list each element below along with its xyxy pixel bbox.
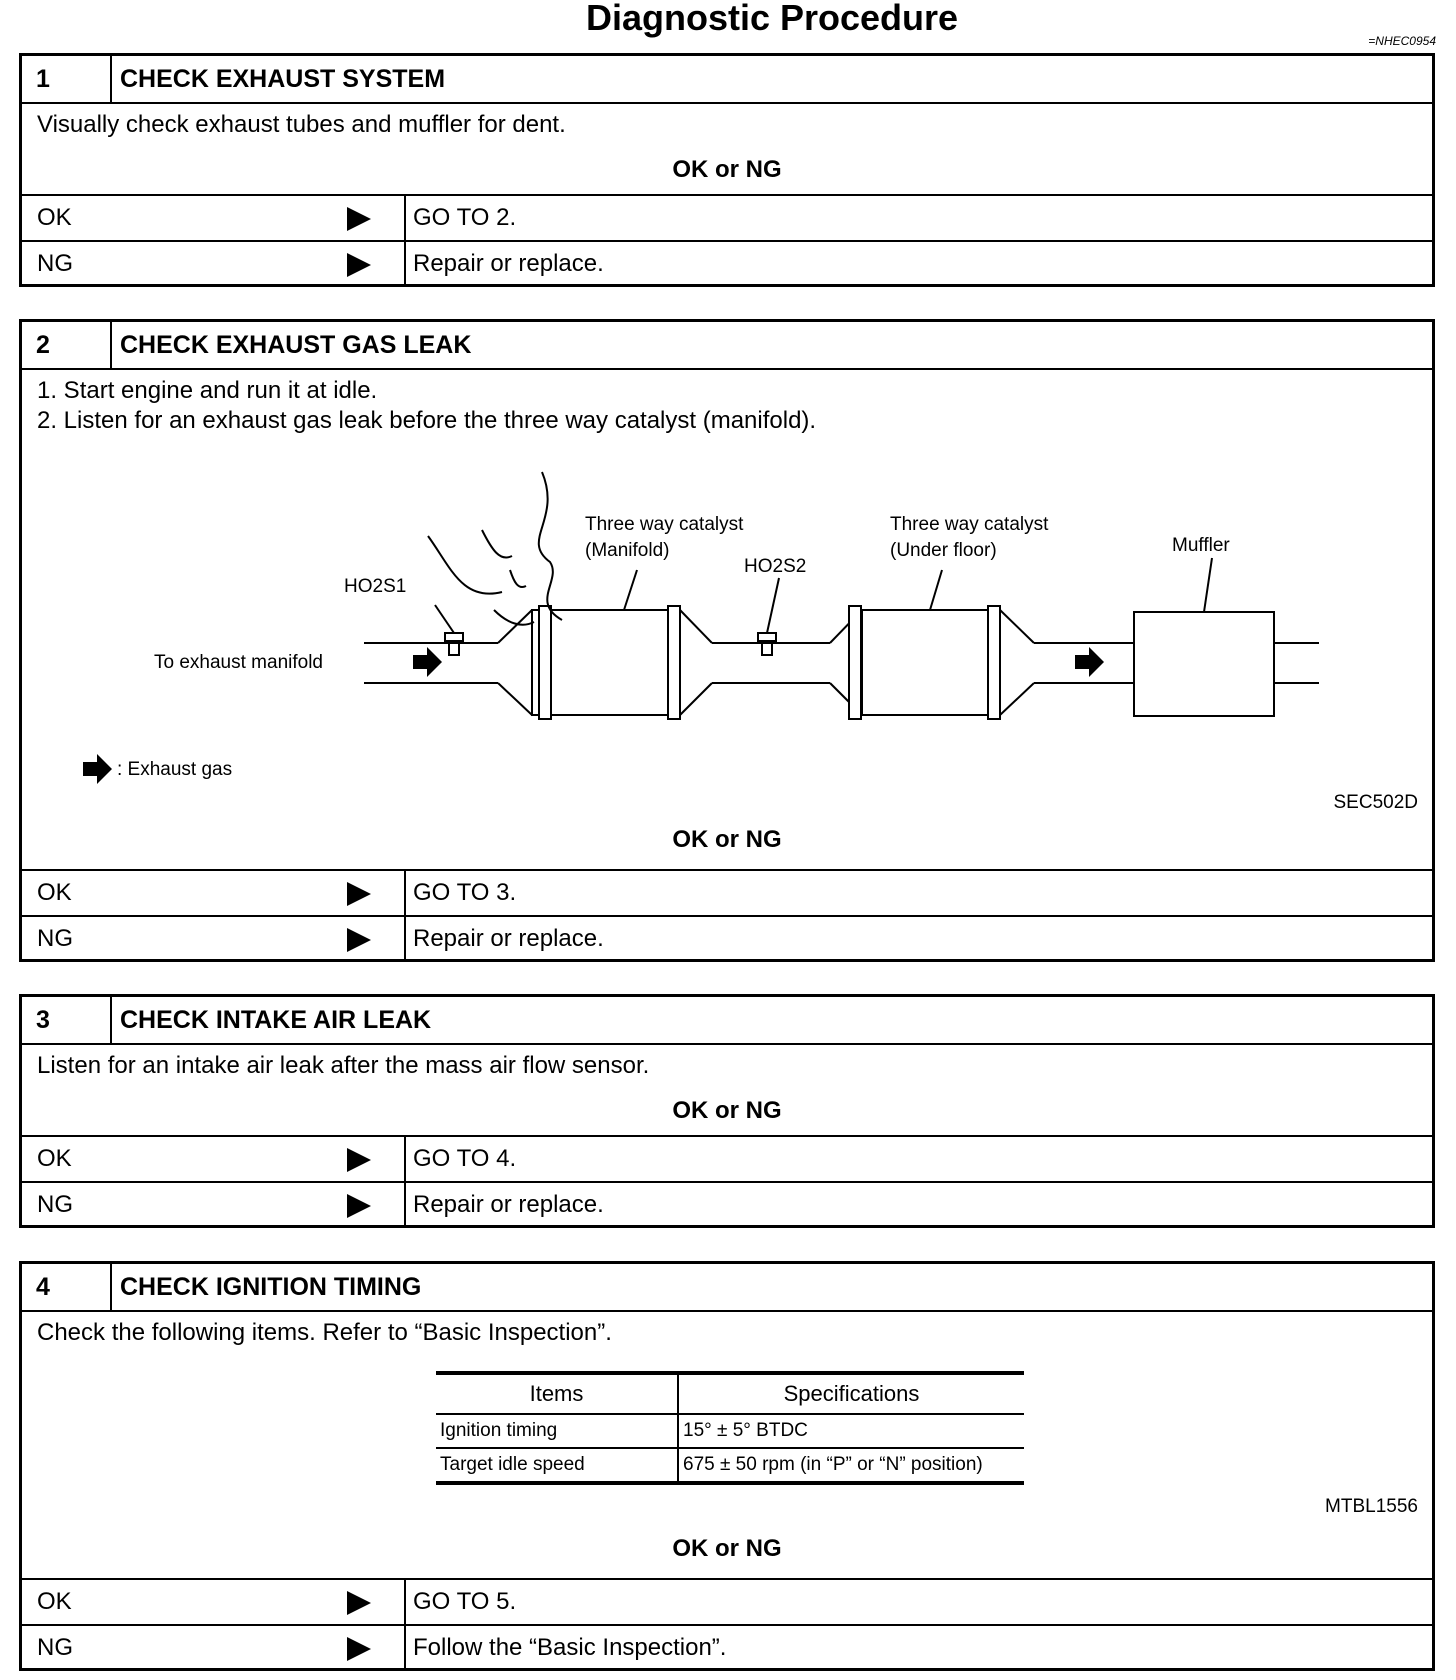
instruction-text: 1. Start engine and run it at idle. [37, 377, 378, 404]
table-row [436, 1414, 1024, 1448]
result-label [22, 1183, 406, 1227]
result-row-ng [22, 1181, 1432, 1227]
result-label-text: NG [37, 925, 73, 952]
step-2-block [19, 319, 1435, 962]
arrow-right-icon [347, 928, 371, 952]
step-body [22, 104, 1432, 194]
ok-ng-label: OK or NG [672, 1535, 782, 1562]
result-label-text: NG [37, 250, 73, 277]
result-action: Follow the “Basic Inspection”. [413, 1634, 727, 1661]
step-number: 3 [22, 997, 112, 1043]
arrow-right-icon [347, 1148, 371, 1172]
step-header [22, 1264, 1432, 1312]
result-label [22, 242, 406, 286]
spec-header-items: Items [436, 1373, 678, 1414]
step-4-block [19, 1261, 1435, 1671]
result-action: GO TO 2. [413, 204, 517, 231]
arrow-right-icon [347, 207, 371, 231]
page-title: Diagnostic Procedure [585, 0, 959, 38]
result-row-ng [22, 915, 1432, 961]
result-label-text: NG [37, 1634, 73, 1661]
ok-ng-label: OK or NG [672, 826, 782, 853]
table-code: MTBL1556 [1325, 1496, 1418, 1517]
step-header [22, 997, 1432, 1045]
step-title: CHECK EXHAUST SYSTEM [120, 65, 446, 93]
result-label [22, 1137, 406, 1181]
label-twc-floor-line2: (Under floor) [890, 540, 997, 561]
result-row-ok [22, 869, 1432, 915]
instruction-text: Check the following items. Refer to “Basic Inspection”. [37, 1319, 612, 1346]
result-action: GO TO 5. [413, 1588, 517, 1615]
label-twc-manifold-line2: (Manifold) [585, 540, 670, 561]
step-title: CHECK IGNITION TIMING [120, 1273, 422, 1301]
result-action: Repair or replace. [413, 925, 604, 952]
result-label-text: NG [37, 1191, 73, 1218]
result-action: Repair or replace. [413, 1191, 604, 1218]
label-ho2s1: HO2S1 [344, 576, 407, 597]
step-header [22, 322, 1432, 370]
result-row-ok [22, 194, 1432, 240]
arrow-right-icon [347, 882, 371, 906]
result-row-ok [22, 1578, 1432, 1624]
result-row-ng [22, 1624, 1432, 1670]
spec-table [436, 1371, 1024, 1485]
ok-ng-label: OK or NG [672, 1097, 782, 1124]
result-label [22, 196, 406, 240]
result-label-text: OK [37, 1588, 72, 1615]
result-action: GO TO 3. [413, 879, 517, 906]
spec-value: 675 ± 50 rpm (in “P” or “N” position) [678, 1448, 1024, 1483]
spec-header-specifications: Specifications [678, 1373, 1024, 1414]
result-label [22, 917, 406, 961]
arrow-right-icon [347, 253, 371, 277]
step-1-block [19, 53, 1435, 287]
instruction-text: 2. Listen for an exhaust gas leak before the three way catalyst (manifold). [37, 407, 817, 434]
result-row-ng [22, 240, 1432, 286]
spec-value: 15° ± 5° BTDC [678, 1414, 1024, 1448]
arrow-right-icon [347, 1591, 371, 1615]
step-body [22, 370, 1432, 869]
label-muffler: Muffler [1172, 535, 1230, 556]
result-label [22, 1580, 406, 1624]
step-number: 1 [22, 56, 112, 102]
result-label-text: OK [37, 879, 72, 906]
result-action: Repair or replace. [413, 250, 604, 277]
step-title: CHECK EXHAUST GAS LEAK [120, 331, 472, 359]
table-row [436, 1448, 1024, 1483]
reference-code: =NHEC0954 [1368, 34, 1436, 48]
spec-item: Target idle speed [436, 1448, 678, 1483]
ok-ng-label: OK or NG [672, 156, 782, 183]
exhaust-system-diagram [22, 370, 1432, 869]
result-label [22, 1626, 406, 1670]
instruction-text: Visually check exhaust tubes and muffler for dent. [37, 111, 566, 138]
result-row-ok [22, 1135, 1432, 1181]
arrow-right-icon [347, 1637, 371, 1661]
step-number: 4 [22, 1264, 112, 1310]
step-header [22, 56, 1432, 104]
step-number: 2 [22, 322, 112, 368]
result-action: GO TO 4. [413, 1145, 517, 1172]
step-body [22, 1312, 1432, 1578]
step-3-block [19, 994, 1435, 1228]
result-label [22, 871, 406, 915]
arrow-right-icon [347, 1194, 371, 1218]
figure-code: SEC502D [1333, 792, 1418, 813]
step-title: CHECK INTAKE AIR LEAK [120, 1006, 432, 1034]
step-body [22, 1045, 1432, 1135]
label-twc-manifold-line1: Three way catalyst [585, 514, 744, 535]
instruction-text: Listen for an intake air leak after the mass air flow sensor. [37, 1052, 650, 1079]
label-ho2s2: HO2S2 [744, 556, 807, 577]
result-label-text: OK [37, 1145, 72, 1172]
spec-item: Ignition timing [436, 1414, 678, 1448]
label-to-manifold: To exhaust manifold [154, 652, 323, 673]
result-label-text: OK [37, 204, 72, 231]
label-twc-floor-line1: Three way catalyst [890, 514, 1049, 535]
legend-exhaust-gas: : Exhaust gas [117, 759, 233, 780]
